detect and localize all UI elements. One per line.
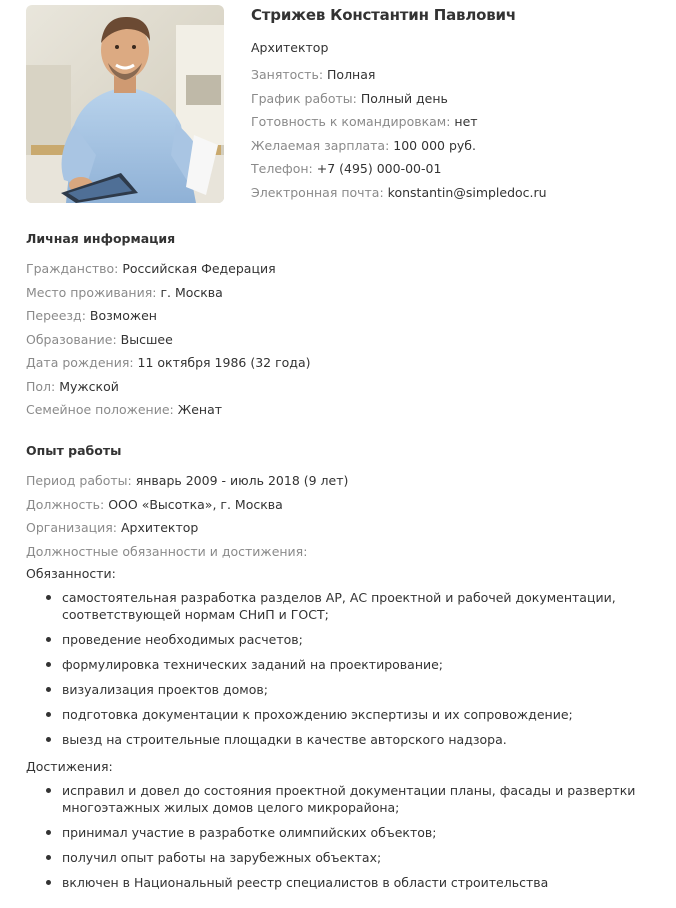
duties-list bbox=[26, 589, 666, 748]
position-title: Архитектор bbox=[251, 40, 329, 55]
personal-info-section bbox=[26, 230, 666, 422]
list-item: визуализация проектов домов; bbox=[46, 681, 666, 698]
personal-info-title: Личная информация bbox=[26, 231, 176, 246]
birthdate-line: Дата рождения: 11 октября 1986 (32 года) bbox=[26, 355, 311, 370]
marital-line: Семейное положение: Женат bbox=[26, 402, 223, 417]
experience-title: Опыт работы bbox=[26, 443, 122, 458]
gender-line: Пол: Мужской bbox=[26, 378, 119, 394]
duties-achievements-line: Должностные обязанности и достижения: bbox=[26, 543, 308, 559]
employment-line: Занятость: Полная bbox=[251, 67, 376, 82]
email-line: Электронная почта: konstantin@simpledoc.ru bbox=[251, 184, 547, 200]
list-item: проведение необходимых расчетов; bbox=[46, 631, 666, 648]
job-position-line: Должность: ООО «Высотка», г. Москва bbox=[26, 496, 283, 512]
resume-header bbox=[251, 4, 671, 204]
travel-line: Готовность к командировкам: нет bbox=[251, 114, 478, 129]
organization-line: Организация: Архитектор bbox=[26, 520, 199, 535]
salary-line: Желаемая зарплата: 100 000 руб. bbox=[251, 137, 476, 153]
achievements-title: Достижения: bbox=[26, 759, 113, 774]
achievements-list bbox=[26, 782, 666, 891]
experience-section bbox=[26, 442, 666, 899]
profile-photo bbox=[26, 5, 224, 203]
list-item: самостоятельная разработка разделов АР, АС проектной и рабочей документации, соответствующей нормам СНиП и ГОСТ; bbox=[46, 589, 666, 623]
list-item: выезд на строительные площадки в качестве авторского надзора. bbox=[46, 731, 666, 748]
relocation-line: Переезд: Возможен bbox=[26, 308, 157, 323]
list-item: исправил и довел до состояния проектной документации планы, фасады и развертки многоэтажных жилых домов целого микрорайона; bbox=[46, 782, 666, 816]
list-item: включен в Национальный реестр специалистов в области строительства bbox=[46, 874, 666, 891]
duties-title: Обязанности: bbox=[26, 566, 116, 581]
residence-line: Место проживания: г. Москва bbox=[26, 284, 223, 300]
citizenship-line: Гражданство: Российская Федерация bbox=[26, 261, 276, 276]
list-item: принимал участие в разработке олимпийских объектов; bbox=[46, 824, 666, 841]
list-item: формулировка технических заданий на проектирование; bbox=[46, 656, 666, 673]
list-item: получил опыт работы на зарубежных объектах; bbox=[46, 849, 666, 866]
person-name: Стрижев Константин Павлович bbox=[251, 6, 516, 24]
period-line: Период работы: январь 2009 - июль 2018 (9 лет) bbox=[26, 473, 349, 488]
phone-line: Телефон: +7 (495) 000-00-01 bbox=[251, 161, 442, 176]
education-line: Образование: Высшее bbox=[26, 331, 173, 347]
list-item: подготовка документации к прохождению экспертизы и их сопровождение; bbox=[46, 706, 666, 723]
schedule-line: График работы: Полный день bbox=[251, 90, 448, 106]
